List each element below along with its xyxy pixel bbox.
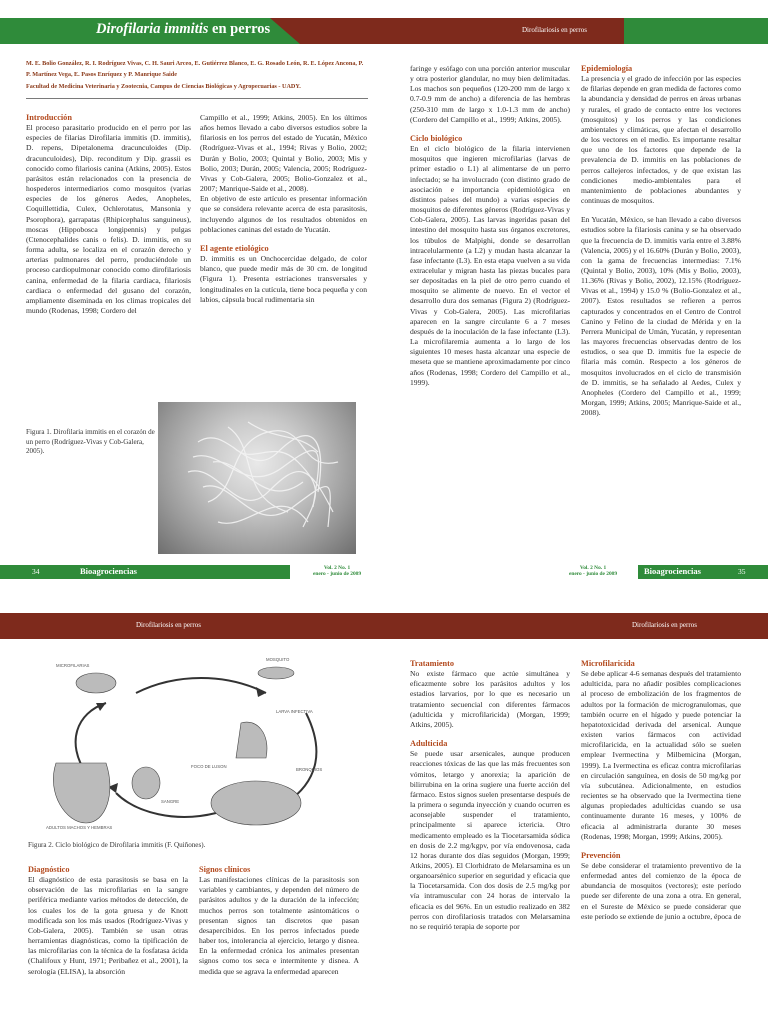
worms-image bbox=[158, 402, 356, 554]
treatment-heading: Tratamiento bbox=[410, 659, 455, 668]
cycle-arrow-1 bbox=[136, 678, 266, 693]
intro-heading: Introducción bbox=[26, 113, 72, 122]
microfilaricide-heading: Microfilaricida bbox=[581, 659, 635, 668]
diagnosis-heading: Diagnóstico bbox=[28, 865, 70, 874]
volume-info: Vol. 2 No. 1 enero - junio de 2009 bbox=[312, 565, 362, 578]
intro-text-cont-2: En objetivo de este artículo es presentar información que se considera relevante acerca de esta parasitosis, incluyendo algunos de los resultados obtenidos en poblaciones caninas del estado de Yucatán. bbox=[200, 194, 367, 234]
page-number: 34 bbox=[32, 567, 40, 576]
cycle-column bbox=[410, 64, 570, 516]
epi-heading: Epidemiología bbox=[581, 64, 633, 73]
journal-name: Bioagrociencias bbox=[80, 566, 137, 576]
page-37 bbox=[384, 595, 768, 1024]
prevention-heading: Prevención bbox=[581, 850, 621, 860]
figure1-caption: Figura 1. Dirofilaria immitis en el corazón de un perro (Rodríguez-Vivas y Cob-Galera, 2005). bbox=[26, 428, 155, 455]
cycle-text: En el ciclo biológico de la filaria intervienen mosquitos que ingieren microfilarias (larvas de primer estadio o L1) al alimentarse de un perro infectado; se ha involucrado (con distinto grado de asociación e importancia epidemiológica en distintos países del mundo) a varias especies de mosquitos de diferentes géneros (Rodríguez-Vivas y Cob-Galera, 2005). Las larvas ingeridas pasan del intestino del mosquito hasta sus órganos excretores, los túbulos de Malpighi, donde se desarrollan intracelularmente (a L2) y mudan hasta alcanzar la fase infectante (L3). En esta etapa vuelven a su vida extracelular y migran hasta las piezas bucales para ser depositadas en la piel de otro perro cuando el mosquito se alimente de nuevo. En el vector el desarrollo dura dos semanas (Figura 2) (Rodríguez-Vivas y Cob-Galera, 2005). Las microfilarias aparecen en la sangre circulante 6 a 7 meses después de la inoculación de la fase infectante (L3). La microfilaremia aumenta a lo largo de los siguientes 10 meses hasta alcanzar una especie de meseta que se mantiene aproximadamente por cinco años (Rodenas, 1998; Cordero del Campillo et al., 1999). bbox=[410, 144, 570, 387]
treatment-text: No existe fármaco que actúe simultánea y eficazmente sobre los parásitos adultos y los estadios larvarios, por lo que es necesario un tratamiento secuencial con diferentes fármacos (adulticida y microfilaricida) (Morgan, 1999; Atkins, 2005). bbox=[410, 669, 570, 729]
signs-text: Las manifestaciones clínicas de la parasitosis son variables y cambiantes, y dependen del número de parásitos adultos y de la duración de la infección; muchos perros son totalmente asintomáticos o presentan signos tan discretos que pasan desapercibidos. En los perros infectados puede haber tos, intolerancia al ejercicio, letargo y disnea. En la enfermedad crónica los animales presentan signos como tos seca e intermitente y disnea. A medida que se agrava la enfermedad aparecen bbox=[199, 875, 359, 976]
agent-heading: El agente etiológico bbox=[200, 243, 269, 253]
page-34 bbox=[0, 0, 384, 595]
running-head: Dirofilariosis en perros bbox=[522, 26, 587, 34]
label-sangre: SANGRE bbox=[161, 799, 180, 804]
label-foco: FOCO DE LUSON bbox=[191, 764, 227, 769]
label-mosquito: MOSQUITO bbox=[266, 657, 290, 662]
label-bronquios: BRONQUIOS bbox=[296, 767, 323, 772]
dog-silhouette-top bbox=[236, 722, 267, 758]
affiliation: Facultad de Medicina Veterinaria y Zootecnia, Campus de Ciencias Biológicas y Agropecuarias - UADY. bbox=[26, 83, 301, 90]
intro-text-cont: Campillo et al., 1999; Atkins, 2005). En los últimos años hemos llevado a cabo diversos estudios sobre la filariosis en los perros del estado de Yucatán, México (Rodríguez-Vivas et al., 1994; Rivas y Bolio, 2002; Durán y Bolio, 2003; Quintal y Bolio, 2003; Mis y Bolio, 2003; Durán, 2005; Valencia, 2005; Rodríguez-Vivas y Cob-Galera, 2005; Bolio-Gonzalez et al., 2007; Manrique-Saide et al., 2008). bbox=[200, 113, 367, 194]
microfilaricide-column bbox=[581, 659, 741, 1024]
signs-column bbox=[199, 865, 359, 1023]
diagnosis-text: El diagnóstico de esta parasitosis se basa en la observación de las microfilarias en la sangre periférica mediante varios métodos de detección, de los cuales los de la gota gruesa y de Knott modificada son los más usados (Rodríguez-Vivas y Cob-Galera, 2005). También se usan otras herramientas diagnósticas, como la tipificación de las microfilarias con la técnica de la fosfatasa ácida (Chalifoux y Hunt, 1971; Peribañez et al., 2001), la serología (ELISA), la absorción bbox=[28, 875, 188, 976]
heart-image bbox=[53, 763, 110, 823]
page-number: 35 bbox=[738, 567, 746, 576]
cycle-heading: Ciclo biológico bbox=[410, 133, 463, 143]
running-head: Dirofilariosis en perros bbox=[136, 621, 201, 629]
microfilarias-image bbox=[76, 673, 116, 693]
intro-text: El proceso parasitario producido en el perro por las especies de filarias Dirofilaria immitis (D. immitis), D. repens, Dipetalonema dracunculoides (Dip. dracunculoides), Dip. reconditum y Dip. grassii es conocido como filariosis canina (Atkins, 2005). Estos parásitos están relacionados con la presencia de hospederos intermediarios como mosquitos (varias especies de los géneros Aedes, Anopheles, Coquillettidia, Culex, Ochlerotatus, Mansonia y Psorophora), garrapatas (Rhipicephalus sanguineus), moscas (Hippobosca longipennis) y pulgas (Ctenocephalides canis o felis). D. immitis, en su forma adulta, se localiza en el corazón derecho y arterias pulmonares del perro, produciéndole un proceso cardiopulmonar conocido como dirofilariosis canina, enfermedad de la filaria cardiaca, filariosis cardiaca o enfermedad del gusano del corazón, ampliamente diseminada en los climas tropicales del mundo (Rodenas, 1998; Cordero del bbox=[26, 123, 191, 315]
agent-text: D. immitis es un Onchocercidae delgado, de color blanco, que puede medir más de 30 cm. de longitud (Figura 1). Presenta estriaciones transversales y longitudinales en la cutícula, tiene boca pequeña y con labios, cápsula bucal rudimentaria sin bbox=[200, 254, 367, 304]
footer-bar bbox=[638, 565, 768, 579]
journal-name: Bioagrociencias bbox=[644, 566, 701, 576]
adulticide-heading: Adulticida bbox=[410, 739, 448, 749]
mosquito-image bbox=[258, 667, 294, 679]
epi-column bbox=[581, 64, 741, 540]
label-adultos: ADULTOS MACHOS Y HEMBRAS bbox=[46, 825, 113, 830]
divider bbox=[26, 98, 368, 99]
treatment-column bbox=[410, 659, 570, 1024]
label-larva: LARVA INFECTIVA bbox=[276, 709, 313, 714]
intro-column bbox=[26, 113, 191, 428]
running-head-box bbox=[514, 18, 624, 44]
footer-bar bbox=[0, 565, 290, 579]
figure1-photo bbox=[158, 402, 356, 554]
authors: M. E. Bolio González, R. I. Rodríguez Vivas, C. H. Sauri Arceo, E. Gutiérrez Blanco, E. G. Rosado León, R. E. López Ancona, P. P. Martínez Vega, E. Pasos Enríquez y P. Manrique Saide bbox=[26, 60, 364, 78]
cycle-arrow-4 bbox=[76, 703, 106, 773]
figure2-caption: Figura 2. Ciclo biológico de Dirofilaria immitis (F. Quiñones). bbox=[28, 841, 206, 849]
running-head-bar bbox=[384, 613, 768, 639]
cycle-arrow-3 bbox=[116, 793, 216, 817]
morphology-text: faringe y esófago con una porción anterior muscular y otra posterior glandular, no muy bien delimitadas. Los machos son pequeños (120-200 mm de largo x 0.7-0.9 mm de ancho) a diferencia de las hembras (250-310 mm de largo x 1.0-1.3 mm de ancho) (Cordero del Campillo et al., 1999; Atkins, 2005). bbox=[410, 64, 570, 124]
label-microfilarias: MICROFILARIAS bbox=[56, 663, 90, 668]
page-35 bbox=[384, 0, 768, 595]
lung-image bbox=[132, 767, 160, 799]
running-head: Dirofilariosis en perros bbox=[632, 621, 697, 629]
article-title: Dirofilaria immitis en perros bbox=[96, 21, 271, 37]
signs-heading: Signos clínicos bbox=[199, 865, 251, 874]
diagnosis-column bbox=[28, 865, 188, 1023]
dog-image bbox=[211, 781, 301, 825]
adulticide-text: Se puede usar arsenicales, aunque producen reacciones tóxicas de las que las más frecuentes son vómitos, letargo y anorexia; la aparición de bilirrubina en la orina sugiere una fuerte acción del fármaco. Estos signos suelen presentarse después de la primera o segunda inyección y cuando ocurren es aconsejable suspender el tratamiento, principalmente si aparece ictericia. Otro medicamento empleado es la Tiocetarsamida sódica en dosis de 2.2 mg/kgpv, por vía endovenosa, cada 12 horas durante dos días seguidos (Morgan, 1999; Atkins, 2005). El Clorhidrato de Melarsamina es un organoarsénico superior en seguridad y eficacia que la Tiocetarsamida. Con dos dosis de 2.5 mg/kg por vía intramuscular con 24 horas de intervalo la eficacia es del 96%. En un estudio realizado en 382 perros con dirofilariosis tratados con Melarsamina no se requirió terapia de soporte por bbox=[410, 749, 570, 931]
epi-text-2: En Yucatán, México, se han llevado a cabo diversos estudios sobre la filariosis canina y se ha observado que la frecuencia de D. immitis varía entre el 3.88% (Valencia, 2005) y el 16.60% (Durán y Bolio, 2003), con la gama de frecuencias intermedias: 7.1% (Quintal y Bolio, 2003), 10% (Mis y Bolio, 2003), 11.36% (Rivas y Bolio, 2002), 12.15% (Rodríguez-Vivas et al., 1994) y 15.0 % (Bolio-Gonzalez et al., 2007). Estos resultados se refieren a perros capturados y concentrados en el Centro de Control Canino y Felino de la ciudad de Mérida y en la Perrera Municipal de Umán, Yucatán, y representan las mayores frecuencias observadas dentro de los estudios, o sea que D. immitis fue la especie de filaria más común. Respecto a los géneros de mosquitos involucrados en el ciclo de transmisión de D. immitis, se ha señalado al Aedes, Culex y Anopheles (Cordero del Campillo et al., 1999; Morgan, 1999; Atkins, 2005; Manrique-Saide et al., 2008). bbox=[581, 215, 741, 418]
prevention-text: Se debe considerar el tratamiento preventivo de la enfermedad antes del comienzo de la época de abundancia de mosquitos (vectores); este período puede ser diferente de una zona a otra. En general, en el Sureste de México se puede considerar que este período se extiende de junio a octubre, época de bbox=[581, 860, 741, 921]
volume-info: Vol. 2 No. 1 enero - junio de 2009 bbox=[568, 565, 618, 578]
intro-column-2 bbox=[200, 113, 367, 343]
epi-text-1: La presencia y el grado de infección por las especies de filarias depende en gran medida de factores como la abundancia y densidad de perros en áreas urbanas y rurales, el grado de contacto entre los vectores (mosquitos) y los perros y las condiciones ambientales y climáticas, que afectan el desarrollo de los vectores en el medio. Es importante resaltar que uno de los factores que depende de la prevalencia de D. immitis en las poblaciones de perros callejeros infectados, y de que existan las condiciones medio-ambientales para el mantenimiento de poblaciones abundantes y continuas de mosquitos. bbox=[581, 74, 741, 206]
running-head-bar bbox=[0, 613, 384, 639]
life-cycle-diagram bbox=[26, 653, 368, 833]
title-bar-slant bbox=[270, 18, 325, 44]
green-head-bar bbox=[614, 18, 768, 44]
microfilaricide-text: Se debe aplicar 4-6 semanas después del tratamiento adulticida, para no añadir posibles complicaciones al proceso de embolización de los fragmentos de adultos por la formación de microgranulomas, que también ocurre en el hígado y puede potenciar la hepatotoxicidad derivada del arsenical. Aunque existen varios fármacos con actividad microfilaricida, en la actualidad sólo se suelen emplear Ivermectina y Milbemicina (Morgan, 1999). La Ivermectina es eficaz contra microfilarias en circulación sanguínea, en dosis de 50 mg/kg por vía subcutánea. Adicionalmente, en estudios recientes se ha observado que la Ivermectina tiene algunas propiedades adulticidas cuando se usa continuamente durante 16 meses, y 100% de eficacia al administrarla durante 30 meses (Rodenas, 1998; Morgan, 1999; Atkins, 2005). bbox=[581, 669, 741, 841]
